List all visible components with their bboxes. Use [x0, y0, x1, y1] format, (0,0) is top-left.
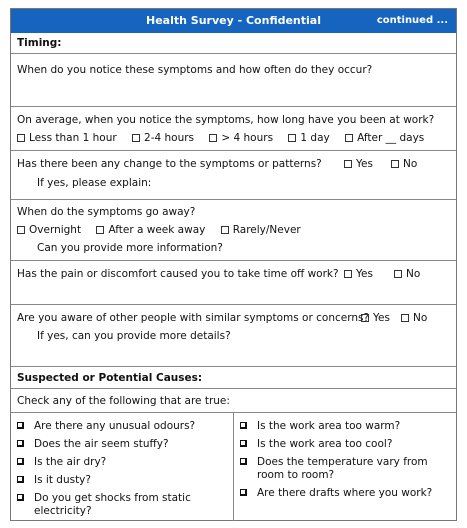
question-time-at-work: On average, when you notice the symptoms, how long have you been at work? — [17, 114, 435, 126]
go-away-options — [17, 224, 313, 236]
checkbox-icon[interactable] — [209, 134, 217, 142]
time-off-no-option[interactable]: No — [394, 268, 420, 280]
checkbox-icon[interactable] — [17, 422, 24, 429]
cause-stuffy-item[interactable]: Does the air seem stuffy? — [17, 438, 227, 451]
question-change: Has there been any change to the symptoms or patterns? — [17, 158, 322, 170]
change-no-option[interactable]: No — [391, 158, 417, 170]
checkbox-icon[interactable] — [344, 160, 352, 168]
causes-checklist — [11, 413, 456, 521]
form-header — [11, 9, 456, 33]
question-row-symptoms-notice[interactable] — [11, 54, 456, 107]
question-row-change — [11, 151, 456, 200]
change-explain-prompt: If yes, please explain: — [37, 177, 152, 189]
checkbox-icon[interactable] — [17, 440, 24, 447]
checkbox-icon[interactable] — [221, 226, 229, 234]
checkbox-icon[interactable] — [17, 494, 24, 501]
checkbox-icon[interactable] — [17, 134, 25, 142]
question-other-people: Are you aware of other people with similar symptoms or concerns? — [17, 312, 370, 324]
causes-instruction: Check any of the following that are true: — [17, 395, 230, 407]
continued-label: continued ... — [376, 15, 448, 26]
cause-dusty-item[interactable]: Is it dusty? — [17, 474, 227, 487]
cause-too-warm-item[interactable]: Is the work area too warm? — [240, 420, 450, 433]
causes-section-header — [11, 367, 456, 389]
option-less-than-1-hour[interactable]: Less than 1 hour — [17, 132, 117, 144]
question-row-other-people — [11, 305, 456, 367]
other-people-yes-option[interactable]: Yes — [361, 312, 390, 324]
cause-odours-item[interactable]: Are there any unusual odours? — [17, 420, 227, 433]
option-after-week-away[interactable]: After a week away — [96, 224, 205, 236]
checkbox-icon[interactable] — [240, 440, 247, 447]
checkbox-icon[interactable] — [391, 160, 399, 168]
checkbox-icon[interactable] — [401, 314, 409, 322]
health-survey-form — [10, 8, 457, 521]
question-time-off: Has the pain or discomfort caused you to take time off work? — [17, 268, 339, 280]
checkbox-icon[interactable] — [132, 134, 140, 142]
checkbox-icon[interactable] — [240, 489, 247, 496]
checkbox-icon[interactable] — [361, 314, 369, 322]
checkbox-icon[interactable] — [344, 270, 352, 278]
question-row-time-off — [11, 261, 456, 305]
cause-too-cool-item[interactable]: Is the work area too cool? — [240, 438, 450, 451]
checkbox-icon[interactable] — [17, 458, 24, 465]
causes-heading: Suspected or Potential Causes: — [17, 372, 203, 384]
timing-heading: Timing: — [17, 37, 62, 49]
timing-section-header — [11, 33, 456, 54]
checkbox-icon[interactable] — [394, 270, 402, 278]
form-title: Health Survey - Confidential — [146, 14, 321, 27]
option-1-day[interactable]: 1 day — [288, 132, 329, 144]
time-at-work-options — [17, 132, 436, 144]
time-off-yes-option[interactable]: Yes — [344, 268, 373, 280]
causes-instruction-row — [11, 389, 456, 413]
option-rarely-never[interactable]: Rarely/Never — [221, 224, 301, 236]
option-2-4-hours[interactable]: 2-4 hours — [132, 132, 194, 144]
option-more-than-4-hours[interactable]: > 4 hours — [209, 132, 273, 144]
checkbox-icon[interactable] — [96, 226, 104, 234]
go-away-info-prompt: Can you provide more information? — [37, 242, 223, 254]
question-row-time-at-work — [11, 107, 456, 151]
question-symptoms-go-away: When do the symptoms go away? — [17, 206, 196, 218]
other-people-no-option[interactable]: No — [401, 312, 427, 324]
cause-drafts-item[interactable]: Are there drafts where you work? — [240, 487, 450, 500]
option-after-days[interactable]: After __ days — [345, 132, 424, 144]
other-people-details-prompt: If yes, can you provide more details? — [37, 330, 231, 342]
question-row-symptoms-go-away — [11, 200, 456, 261]
cause-dry-air-item[interactable]: Is the air dry? — [17, 456, 227, 469]
checkbox-icon[interactable] — [288, 134, 296, 142]
cause-static-shocks-item[interactable]: Do you get shocks from static electricity? — [17, 492, 197, 518]
checkbox-icon[interactable] — [17, 226, 25, 234]
question-symptoms-notice: When do you notice these symptoms and how often do they occur? — [17, 64, 373, 76]
checkbox-icon[interactable] — [240, 422, 247, 429]
cause-temperature-varies-item[interactable]: Does the temperature vary from room to room? — [240, 456, 430, 482]
change-yes-option[interactable]: Yes — [344, 158, 373, 170]
option-overnight[interactable]: Overnight — [17, 224, 81, 236]
checkbox-icon[interactable] — [345, 134, 353, 142]
checklist-divider — [233, 413, 234, 521]
checkbox-icon[interactable] — [17, 476, 24, 483]
checkbox-icon[interactable] — [240, 458, 247, 465]
